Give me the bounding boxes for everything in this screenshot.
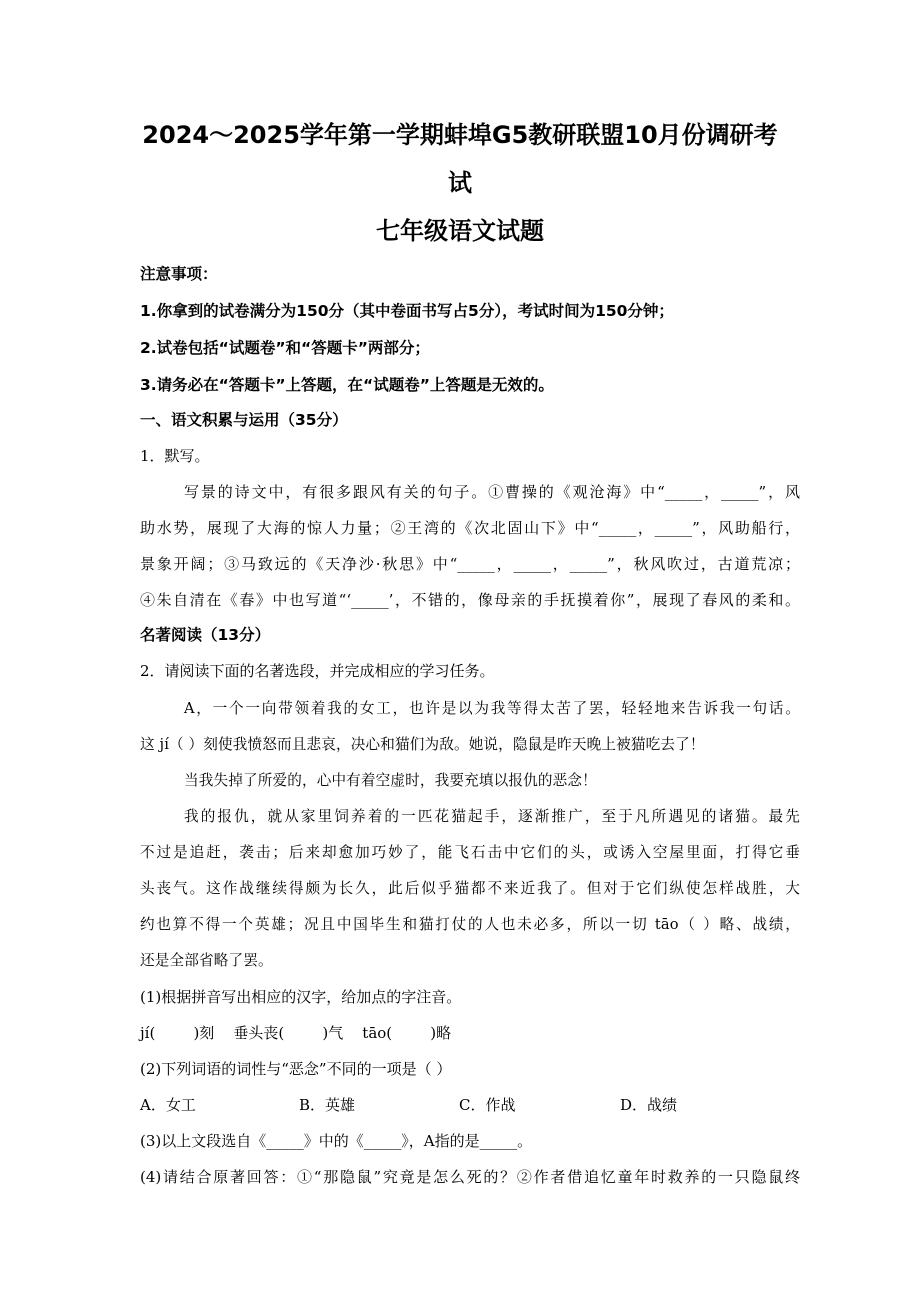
section2-heading: 名著阅读（13分） bbox=[140, 626, 271, 644]
subquestion-1: (1)根据拼音写出相应的汉字，给加点的字注音。 bbox=[140, 988, 462, 1006]
passage-line-6: 头丧气。这作战继续得颇为长久，此后似乎猫都不来近我了。但对于它们纵使怎样战胜，大 bbox=[140, 880, 800, 897]
subquestion-3: (3)以上文段选自《_____》中的《_____》，A指的是_____。 bbox=[140, 1132, 533, 1150]
question-1-label: 1．默写。 bbox=[140, 447, 210, 465]
question-1-line-4: ④朱自清在《春》中也写道“‘_____’，不错的，像母亲的手抚摸着你”，展现了春风的柔和。 bbox=[140, 591, 800, 609]
pinyin-answer-line: jí( )刻 垂头丧( )气 tāo( )略 bbox=[140, 1024, 452, 1042]
question-1-line-2: 助水势，展现了大海的惊人力量；②王湾的《次北固山下》中“_____，_____”，风助船行， bbox=[140, 519, 800, 537]
question-1-line-1: 写景的诗文中，有很多跟风有关的句子。①曹操的《观沧海》中“_____，_____”，风 bbox=[184, 483, 800, 501]
subquestion-2: (2)下列词语的词性与“恶念”不同的一项是（ ） bbox=[140, 1060, 452, 1078]
passage-line-1: A，一个一向带领着我的女工，也许是以为我等得太苦了罢，轻轻地来告诉我一句话。 bbox=[184, 700, 800, 717]
section1-heading: 一、语文积累与运用（35分） bbox=[140, 411, 348, 429]
notice-item-3: 3.请务必在“答题卡”上答题，在“试题卷”上答题是无效的。 bbox=[140, 376, 554, 394]
notice-heading: 注意事项： bbox=[140, 265, 218, 283]
notice-item-1: 1.你拿到的试卷满分为150分（其中卷面书写占5分），考试时间为150分钟； bbox=[140, 302, 674, 320]
option-c: C．作战 bbox=[459, 1096, 516, 1114]
option-a: A．女工 bbox=[140, 1096, 196, 1114]
passage-line-2: 这 jí（ ）刻使我愤怒而且悲哀，决心和猫们为敌。她说，隐鼠是昨天晚上被猫吃去了！ bbox=[140, 736, 705, 753]
notice-item-2: 2.试卷包括“试题卷”和“答题卡”两部分； bbox=[140, 339, 430, 357]
passage-line-5: 不过是追赶，袭击；后来却愈加巧妙了，能飞石击中它们的头，或诱入空屋里面，打得它垂 bbox=[140, 844, 800, 861]
option-b: B．英雄 bbox=[299, 1096, 356, 1114]
passage-line-7: 约也算不得一个英雄；况且中国毕生和猫打仗的人也未必多，所以一切 tāo（ ）略、战绩， bbox=[140, 916, 800, 933]
exam-title-line1: 2024～2025学年第一学期蚌埠G5教研联盟10月份调研考 bbox=[142, 121, 778, 149]
question-2-label: 2．请阅读下面的名著选段，并完成相应的学习任务。 bbox=[140, 662, 495, 680]
question-1-line-3: 景象开阔；③马致远的《天净沙·秋思》中“_____，_____，_____”，秋风吹过，古道荒凉； bbox=[140, 555, 800, 573]
exam-title-line2: 试 bbox=[448, 169, 472, 197]
passage-line-8: 还是全部省略了罢。 bbox=[140, 952, 273, 969]
subquestion-4: (4)请结合原著回答：①“那隐鼠”究竟是怎么死的？②作者借追忆童年时救养的一只隐鼠终 bbox=[140, 1168, 800, 1186]
passage-line-3: 当我失掉了所爱的，心中有着空虚时，我要充填以报仇的恶念！ bbox=[184, 772, 597, 789]
option-d: D．战绩 bbox=[620, 1096, 678, 1114]
passage-line-4: 我的报仇，就从家里饲养着的一匹花猫起手，逐渐推广，至于凡所遇见的诸猫。最先 bbox=[184, 808, 800, 825]
exam-subtitle: 七年级语文试题 bbox=[376, 217, 544, 245]
